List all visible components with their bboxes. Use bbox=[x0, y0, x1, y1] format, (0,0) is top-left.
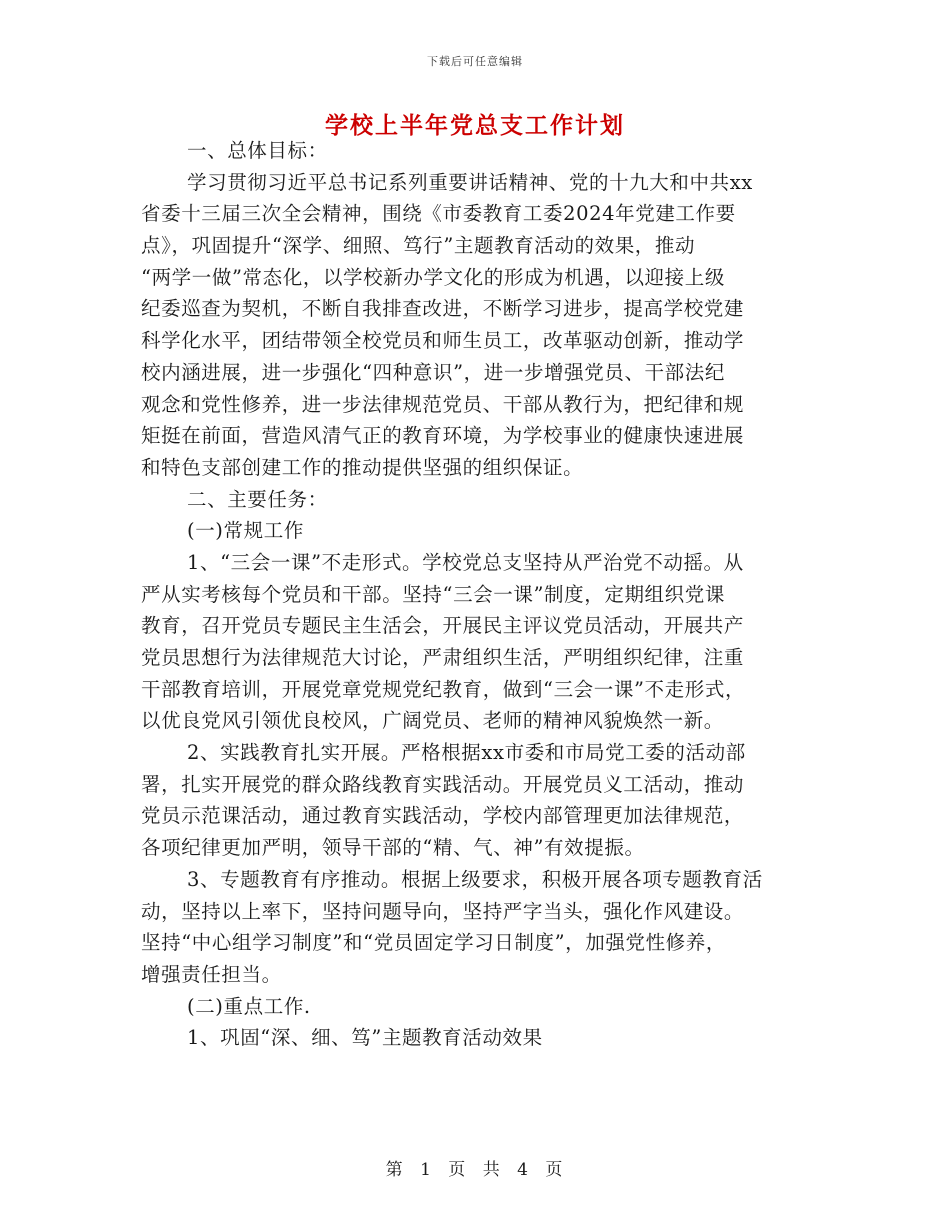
paragraph-line: 纪委巡查为契机，不断自我排查改进，不断学习进步，提高学校党建 bbox=[141, 297, 745, 321]
page-header-note: 下载后可任意编辑 bbox=[427, 55, 523, 68]
paragraph-line: 教育，召开党员专题民主生活会，开展民主评议党员活动，开展共产 bbox=[141, 614, 745, 638]
paragraph-line: 坚持“中心组学习制度”和“党员固定学习日制度”，加强党性修养， bbox=[141, 931, 726, 955]
paragraph-line: 干部教育培训，开展党章党规党纪教育，做到“三会一课”不走形式， bbox=[141, 677, 746, 701]
document-title: 学校上半年党总支工作计划 bbox=[325, 112, 625, 139]
paragraph-line: 严从实考核每个党员和干部。坚持“三会一课”制度，定期组织党课 bbox=[141, 582, 725, 606]
paragraph-line: 各项纪律更加严明，领导干部的“精、气、神”有效提振。 bbox=[141, 836, 645, 860]
paragraph-line: 党员示范课活动，通过教育实践活动，学校内部管理更加法律规范， bbox=[141, 804, 745, 828]
paragraph-line: 学习贯彻习近平总书记系列重要讲话精神、党的十九大和中共xx bbox=[187, 170, 753, 194]
paragraph-line: 点》，巩固提升“深学、细照、笃行”主题教育活动的效果，推动 bbox=[141, 234, 696, 258]
footer-current-page: 1 bbox=[420, 1160, 433, 1180]
footer-total-pages: 4 bbox=[517, 1160, 530, 1180]
paragraph-line: 校内涵进展，进一步强化“四种意识”，进一步增强党员、干部法纪 bbox=[141, 360, 725, 384]
section-heading-tasks: 二、主要任务： bbox=[187, 487, 328, 511]
subsection-heading-key-work: (二)重点工作. bbox=[187, 994, 311, 1018]
paragraph-line: 观念和党性修养，进一步法律规范党员、干部从教行为，把纪律和规 bbox=[141, 392, 745, 416]
paragraph-line: “两学一做”常态化，以学校新办学文化的形成为机遇，以迎接上级 bbox=[141, 265, 725, 289]
footer-gong: 共 bbox=[482, 1160, 502, 1180]
paragraph-line: 署，扎实开展党的群众路线教育实践活动。开展党员义工活动，推动 bbox=[141, 772, 745, 796]
footer-ye: 页 bbox=[448, 1160, 468, 1180]
page-footer bbox=[0, 1155, 950, 1180]
paragraph-line: 2、实践教育扎实开展。严格根据xx市委和市局党工委的活动部 bbox=[187, 741, 746, 765]
subsection-heading-routine: (一)常规工作 bbox=[187, 519, 304, 543]
paragraph-line: 省委十三届三次全会精神，围绕《市委教育工委2024年党建工作要 bbox=[141, 202, 736, 226]
paragraph-line: 3、专题教育有序推动。根据上级要求，积极开展各项专题教育活 bbox=[187, 867, 763, 891]
paragraph-line: 科学化水平，团结带领全校党员和师生员工，改革驱动创新，推动学 bbox=[141, 329, 745, 353]
document-body bbox=[141, 135, 809, 1054]
paragraph-line: 1、“三会一课”不走形式。学校党总支坚持从严治党不动摇。从 bbox=[187, 550, 744, 574]
paragraph-line: 党员思想行为法律规范大讨论，严肃组织生活，严明组织纪律，注重 bbox=[141, 646, 745, 669]
paragraph-line: 以优良党风引领优良校风，广阔党员、老师的精神风貌焕然一新。 bbox=[141, 709, 724, 733]
section-heading-goals: 一、总体目标： bbox=[187, 139, 328, 162]
footer-di: 第 bbox=[385, 1160, 405, 1180]
paragraph-line: 增强责任担当。 bbox=[141, 962, 282, 986]
footer-ye2: 页 bbox=[545, 1160, 565, 1180]
paragraph-line: 矩挺在前面，营造风清气正的教育环境，为学校事业的健康快速进展 bbox=[141, 424, 745, 448]
paragraph-line: 动，坚持以上率下，坚持问题导向，坚持严字当头，强化作风建设。 bbox=[141, 899, 745, 923]
paragraph-line: 1、巩固“深、细、笃”主题教育活动效果 bbox=[187, 1026, 543, 1050]
paragraph-line: 和特色支部创建工作的推动提供坚强的组织保证。 bbox=[141, 455, 584, 479]
